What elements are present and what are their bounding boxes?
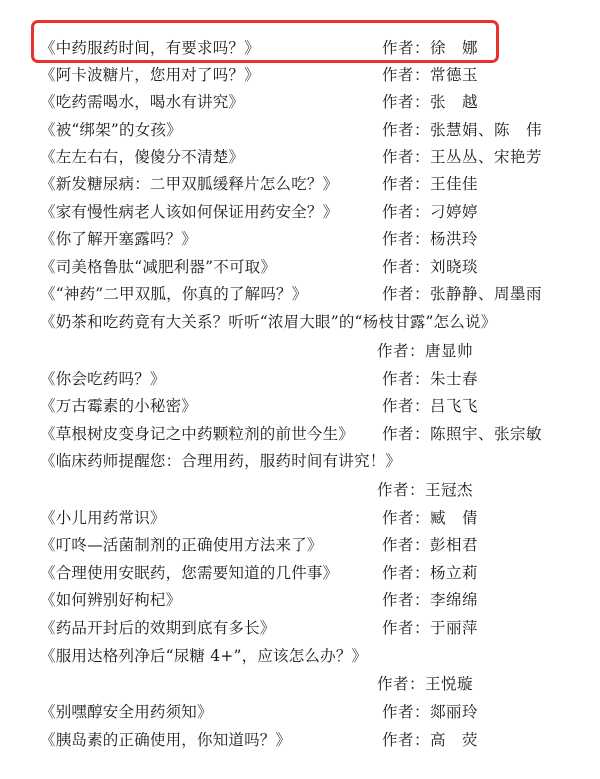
article-title: 《合理使用安眠药，您需要知道的几件事》 [40, 564, 339, 582]
article-author: 作者：王佳佳 [382, 175, 479, 193]
article-title: 《别嘿醇安全用药须知》 [40, 703, 213, 721]
article-author: 作者：彭相君 [382, 536, 479, 554]
article-row [0, 615, 600, 641]
article-title: 《药品开封后的效期到底有多长》 [40, 619, 276, 637]
article-author: 作者：于丽萍 [382, 619, 479, 637]
article-row [0, 505, 600, 531]
article-row [0, 699, 600, 725]
article-row [0, 254, 600, 280]
article-author-row [0, 671, 600, 697]
article-title: 《吃药需喝水，喝水有讲究》 [40, 93, 245, 111]
article-row [0, 144, 600, 170]
article-row [0, 309, 600, 335]
article-row [0, 587, 600, 613]
article-title: 《你了解开塞露吗？》 [40, 230, 198, 248]
article-author: 作者：高 荧 [382, 731, 479, 749]
article-author: 作者：杨洪玲 [382, 230, 479, 248]
article-row [0, 199, 600, 225]
article-title: 《奶茶和吃药竟有大关系？听听“浓眉大眼”的“杨枝甘露”怎么说》 [40, 313, 497, 331]
article-author: 作者：王丛丛、宋艳芳 [382, 148, 543, 166]
article-author: 作者：张 越 [382, 93, 479, 111]
article-author: 作者：王冠杰 [377, 481, 474, 499]
article-author: 作者：张慧娟、陈 伟 [382, 121, 543, 139]
highlight-box [31, 20, 499, 63]
article-row [0, 421, 600, 447]
article-row [0, 727, 600, 753]
article-author: 作者：王悦璇 [377, 675, 474, 693]
article-author-row [0, 338, 600, 364]
article-author: 作者：朱士春 [382, 370, 479, 388]
article-row [0, 532, 600, 558]
article-title: 《临床药师提醒您：合理用药，服药时间有讲究！》 [40, 452, 402, 470]
article-author: 作者：吕飞飞 [382, 397, 479, 415]
article-title: 《家有慢性病老人该如何保证用药安全？》 [40, 203, 339, 221]
article-row [0, 643, 600, 669]
article-author: 作者：唐显帅 [377, 342, 474, 360]
article-row [0, 171, 600, 197]
article-row [0, 393, 600, 419]
article-author: 作者：臧 倩 [382, 509, 479, 527]
article-row [0, 89, 600, 115]
article-title: 《中药服药时间，有要求吗？》 [40, 39, 260, 57]
article-title: 《万古霉素的小秘密》 [40, 397, 198, 415]
article-row [0, 560, 600, 586]
article-author: 作者：陈照宇、张宗敏 [382, 425, 543, 443]
article-title: 《如何辨别好枸杞》 [40, 591, 182, 609]
article-title: 《“神药”二甲双胍，你真的了解吗？》 [40, 285, 308, 303]
article-title: 《胰岛素的正确使用，你知道吗？》 [40, 731, 292, 749]
article-author: 作者：郯丽玲 [382, 703, 479, 721]
article-author: 作者：李绵绵 [382, 591, 479, 609]
article-row [0, 226, 600, 252]
article-title: 《新发糖尿病：二甲双胍缓释片怎么吃？》 [40, 175, 339, 193]
article-row [0, 62, 600, 88]
article-row [0, 366, 600, 392]
article-title: 《被“绑架”的女孩》 [40, 121, 182, 139]
article-author: 作者：刁婷婷 [382, 203, 479, 221]
article-author: 作者：杨立莉 [382, 564, 479, 582]
article-row [0, 281, 600, 307]
article-title: 《小儿用药常识》 [40, 509, 166, 527]
article-title: 《你会吃药吗？》 [40, 370, 166, 388]
article-title: 《草根树皮变身记之中药颗粒剂的前世今生》 [40, 425, 355, 443]
article-title: 《阿卡波糖片，您用对了吗？》 [40, 66, 260, 84]
article-row [0, 448, 600, 474]
article-title: 《服用达格列净后“尿糖 4+”，应该怎么办？》 [40, 647, 368, 665]
article-title: 《司美格鲁肽“减肥利器”不可取》 [40, 258, 277, 276]
article-author: 作者：徐 娜 [382, 39, 479, 57]
article-author-row [0, 477, 600, 503]
article-row [0, 117, 600, 143]
article-author: 作者：刘晓琰 [382, 258, 479, 276]
article-title: 《左左右右，傻傻分不清楚》 [40, 148, 245, 166]
article-author: 作者：张静静、周墨雨 [382, 285, 543, 303]
article-title: 《叮咚—活菌制剂的正确使用方法来了》 [40, 536, 323, 554]
article-author: 作者：常德玉 [382, 66, 479, 84]
